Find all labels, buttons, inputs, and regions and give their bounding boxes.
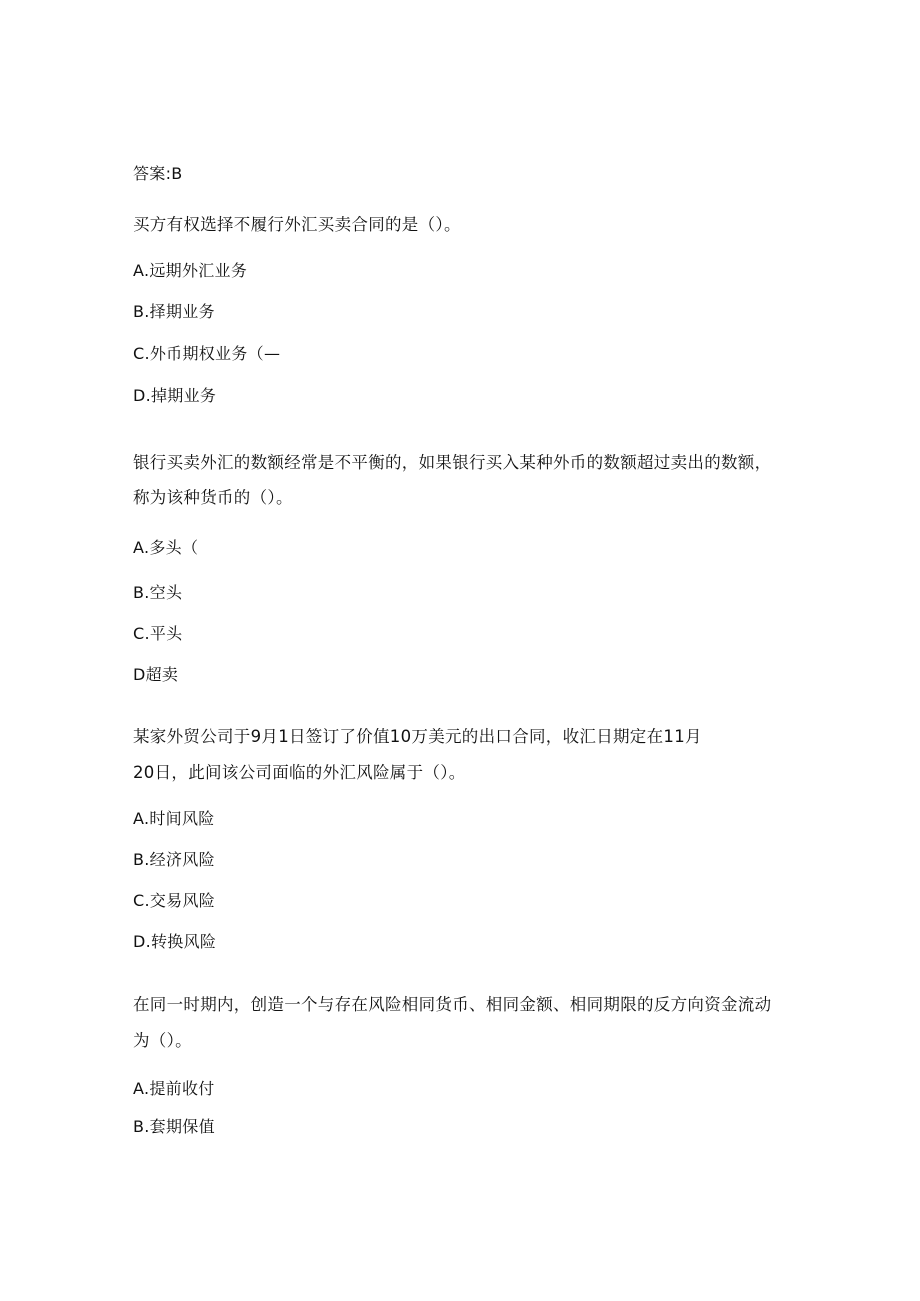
question-4-stem-line-1: 在同一时期内，创造一个与存在风险相同货币、相同金额、相同期限的反方向资金流动: [133, 995, 772, 1014]
question-4-stem-line-2: 为（）。: [133, 1031, 192, 1050]
question-2-stem-line-2: 称为该种货币的（）。: [133, 488, 293, 507]
question-1-option-d: D.掉期业务: [133, 386, 217, 405]
question-2-stem-line-1: 银行买卖外汇的数额经常是不平衡的，如果银行买入某种外币的数额超过卖出的数额，: [133, 453, 772, 472]
answer-line: 答案:B: [133, 164, 183, 183]
question-4-option-a: A.提前收付: [133, 1079, 215, 1098]
question-2-option-c: C.平头: [133, 624, 183, 643]
question-3-stem-line-1: 某家外贸公司于9月1日签订了价值10万美元的出口合同，收汇日期定在11月: [133, 727, 702, 746]
question-2-option-b: B.空头: [133, 583, 183, 602]
question-3-option-b: B.经济风险: [133, 850, 215, 869]
question-1-option-b: B.择期业务: [133, 302, 215, 321]
question-2-option-a: A.多头（: [133, 538, 199, 557]
question-1-option-c: C.外币期权业务（—: [133, 344, 281, 363]
question-2-option-d: D超卖: [133, 665, 179, 684]
question-4-option-b: B.套期保值: [133, 1117, 215, 1136]
question-1-stem: 买方有权选择不履行外汇买卖合同的是（）。: [133, 215, 461, 234]
question-3-option-d: D.转换风险: [133, 932, 217, 951]
question-3-option-c: C.交易风险: [133, 891, 216, 910]
question-1-option-a: A.远期外汇业务: [133, 261, 248, 280]
question-3-option-a: A.时间风险: [133, 809, 215, 828]
question-3-stem-line-2: 20日，此间该公司面临的外汇风险属于（）。: [133, 763, 466, 782]
